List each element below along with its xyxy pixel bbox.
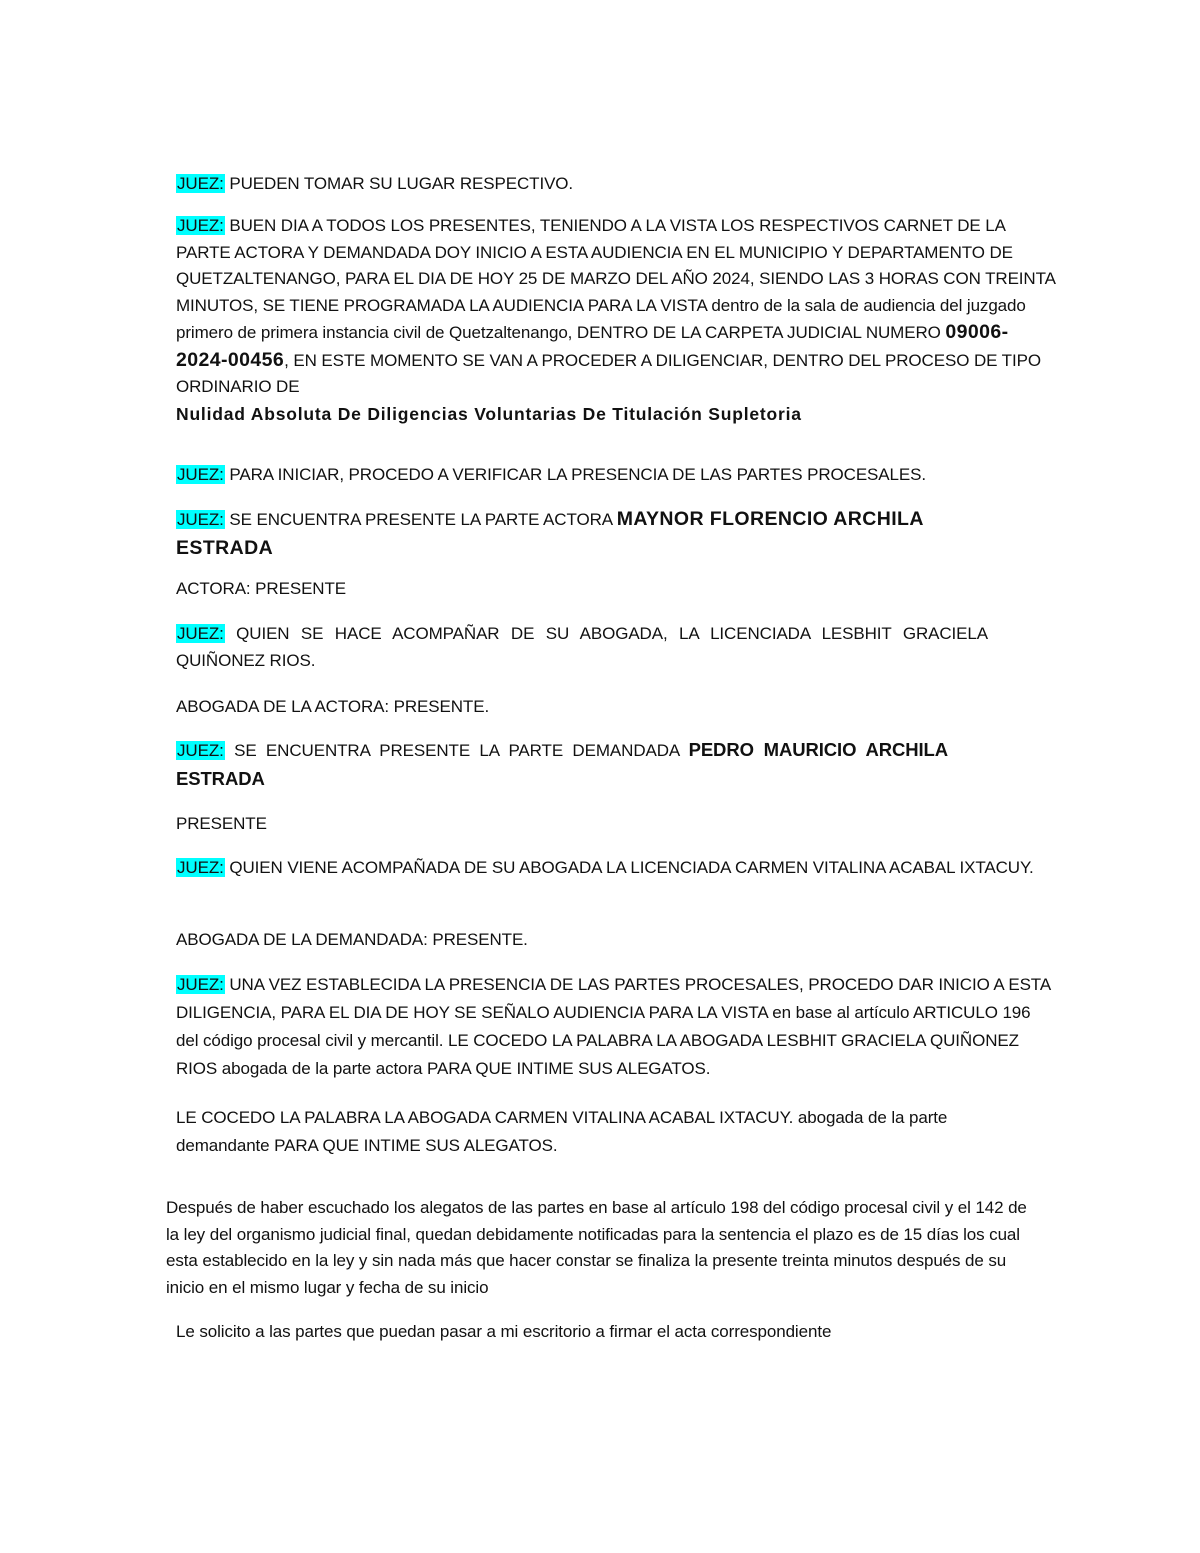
paragraph-text: LE COCEDO LA PALABRA LA ABOGADA CARMEN VITALINA ACABAL IXTACUY. abogada de la parte demandante PARA QUE INTIME SUS ALEGATOS.: [176, 1108, 948, 1155]
actor-name: MAYNOR FLORENCIO ARCHILA ESTRADA: [176, 508, 924, 559]
paragraph-text: ABOGADA DE LA DEMANDADA: PRESENTE.: [176, 930, 528, 949]
paragraph-text: PUEDEN TOMAR SU LUGAR RESPECTIVO.: [224, 174, 574, 193]
speaker-label: JUEZ:: [177, 174, 224, 193]
speaker-label: JUEZ:: [177, 624, 224, 643]
paragraph-1: [176, 171, 1046, 198]
speaker-label: JUEZ:: [177, 975, 224, 994]
paragraph-12: [176, 971, 1056, 1083]
paragraph-13: [176, 1104, 1036, 1160]
paragraph-14: [166, 1195, 1036, 1301]
paragraph-text: QUIEN SE HACE ACOMPAÑAR DE SU ABOGADA, LA LICENCIADA LESBHIT GRACIELA QUIÑONEZ RIOS.: [176, 624, 988, 670]
paragraph-text: , EN ESTE MOMENTO SE VAN A PROCEDER A DILIGENCIAR, DENTRO DEL PROCESO DE TIPO ORDINARIO DE: [176, 350, 1041, 396]
speaker-label: JUEZ:: [177, 510, 224, 529]
paragraph-text: SE ENCUENTRA PRESENTE LA PARTE ACTORA: [224, 510, 617, 529]
paragraph-6: [176, 621, 988, 674]
paragraph-15: [176, 1319, 1046, 1346]
speaker-label: JUEZ:: [177, 465, 224, 484]
paragraph-text: BUEN DIA A TODOS LOS PRESENTES, TENIENDO A LA VISTA LOS RESPECTIVOS CARNET DE LA PARTE ACTORA Y DEMANDADA DOY INICIO A ESTA AUDIENCIA EN EL MUNICIPIO Y DEPARTAMENTO DE QUETZALTENANGO, PARA EL DIA DE HOY 25 DE MARZO DEL AÑO 2024, SIENDO LAS 3 HORAS CON TREINTA MINUTOS, SE TIENE PROGRAMADA LA AUDIENCIA PARA LA VISTA dentro de la sala de audiencia del juzgado primero de primera instancia civil de Quetzaltenango, DENTRO DE LA CARPETA JUDICIAL NUMERO: [176, 216, 1055, 342]
paragraph-text: PARA INICIAR, PROCEDO A VERIFICAR LA PRESENCIA DE LAS PARTES PROCESALES.: [224, 465, 926, 484]
paragraph-4: [176, 505, 996, 563]
process-type: Nulidad Absoluta De Diligencias Voluntarias De Titulación Supletoria: [176, 403, 802, 424]
paragraph-text: QUIEN VIENE ACOMPAÑADA DE SU ABOGADA LA LICENCIADA CARMEN VITALINA ACABAL IXTACUY.: [224, 858, 1034, 877]
paragraph-5: [176, 576, 1046, 603]
paragraph-text: ACTORA: PRESENTE: [176, 579, 347, 598]
paragraph-text: UNA VEZ ESTABLECIDA LA PRESENCIA DE LAS PARTES PROCESALES, PROCEDO DAR INICIO A ESTA DILIGENCIA, PARA EL DIA DE HOY SE SEÑALO AUDIENCIA PARA LA VISTA en base al artículo ARTICULO 196 del código procesal civil y mercantil. LE COCEDO LA PALABRA LA ABOGADA LESBHIT GRACIELA QUIÑONEZ RIOS abogada de la parte actora PARA QUE INTIME SUS ALEGATOS.: [176, 975, 1051, 1078]
paragraph-9: [176, 811, 1046, 838]
defendant-name: PEDRO MAURICIO ARCHILA ESTRADA: [176, 739, 948, 789]
paragraph-3: [176, 462, 1046, 489]
paragraph-7: [176, 694, 1046, 721]
paragraph-8: [176, 736, 948, 794]
paragraph-11: [176, 927, 1046, 954]
paragraph-10: [176, 855, 1036, 882]
paragraph-2: [176, 213, 1056, 428]
paragraph-text: PRESENTE: [176, 814, 267, 833]
paragraph-text: SE ENCUENTRA PRESENTE LA PARTE DEMANDADA: [224, 741, 689, 760]
speaker-label: JUEZ:: [177, 858, 224, 877]
speaker-label: JUEZ:: [177, 741, 224, 760]
case-number: 09006-2024-00456: [176, 321, 1009, 371]
paragraph-text: Le solicito a las partes que puedan pasar a mi escritorio a firmar el acta correspondiente: [176, 1322, 832, 1341]
paragraph-text: ABOGADA DE LA ACTORA: PRESENTE.: [176, 697, 490, 716]
speaker-label: JUEZ:: [177, 216, 224, 235]
paragraph-text: Después de haber escuchado los alegatos de las partes en base al artículo 198 del código procesal civil y el 142 de la ley del organismo judicial final, quedan debidamente notificadas para la sentencia el plazo es de 15 días los cual esta establecido en la ley y sin nada más que hacer constar se finaliza la presente treinta minutos después de su inicio en el mismo lugar y fecha de su inicio: [166, 1198, 1027, 1297]
